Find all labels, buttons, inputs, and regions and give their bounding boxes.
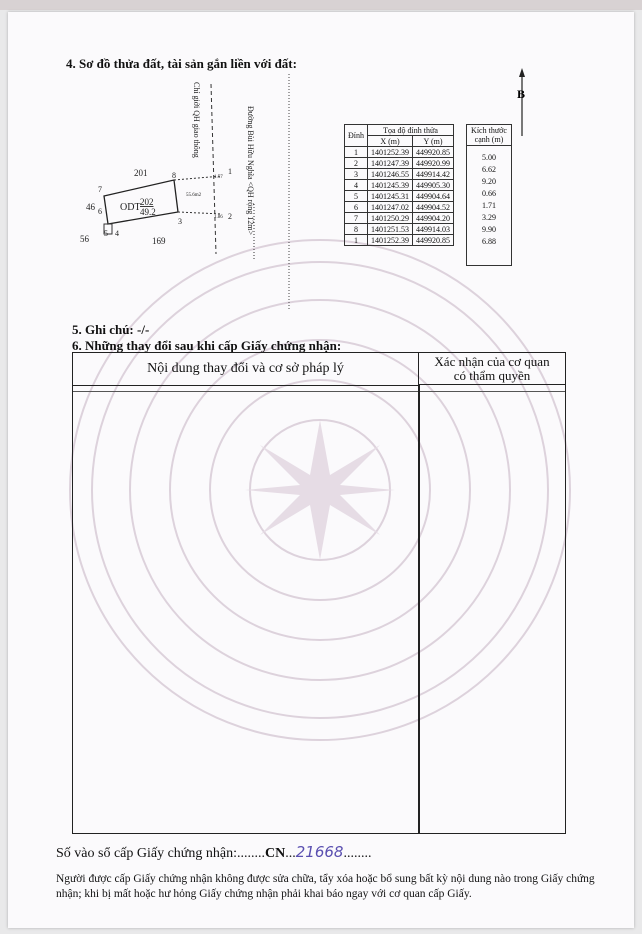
- coord-title: Tọa độ đỉnh thửa: [368, 125, 454, 136]
- vertex-7: 7: [98, 185, 102, 194]
- table-row: 6 1401247.02 449904.52: [345, 202, 454, 213]
- changes-header-rule: [73, 391, 565, 392]
- parcel-area: 49.2: [140, 207, 156, 217]
- edge-value: 6.88: [482, 237, 496, 246]
- vertex-4: 4: [115, 229, 119, 238]
- edge-header: Kích thước cạnh (m): [467, 125, 511, 146]
- register-number-line: Số vào sổ cấp Giấy chứng nhận:........CN...21668........: [56, 843, 372, 861]
- table-row: 3 1401246.55 449914.42: [345, 169, 454, 180]
- vertex-6: 6: [98, 207, 102, 216]
- table-row: 5 1401245.31 449904.64: [345, 191, 454, 202]
- section-5-heading: 5. Ghi chú: -/-: [72, 322, 150, 337]
- north-arrow-icon: [512, 68, 532, 138]
- parcel-number: 202: [140, 197, 154, 207]
- col-y: Y (m): [413, 136, 454, 147]
- edge-value: 9.20: [482, 177, 496, 186]
- area-small: 55.6m2: [186, 193, 202, 198]
- neighbor-201: 201: [134, 168, 148, 178]
- north-label: B: [517, 87, 526, 101]
- edge-length-table: [466, 124, 512, 266]
- section-4-heading: 4. Sơ đồ thửa đất, tài sản gắn liền với đất:: [66, 56, 297, 71]
- edge-value: 9.90: [482, 225, 496, 234]
- top-edge-strip: [0, 0, 642, 10]
- edge-value: 6.62: [482, 165, 496, 174]
- table-row: 2 1401247.39 449920.99: [345, 158, 454, 169]
- dim-1-57: 1.57: [214, 175, 223, 180]
- col-x: X (m): [368, 136, 413, 147]
- changes-col-confirmation: Xác nhận của cơ quan có thẩm quyền: [419, 353, 565, 385]
- table-row: 1 1401252.39 449920.85: [345, 235, 454, 246]
- table-row: 7 1401250.29 449904.20: [345, 213, 454, 224]
- footer-note: Người được cấp Giấy chứng nhận không được sửa chữa, tẩy xóa hoặc bổ sung bất kỳ nội dung nào trong Giấy chứng nhận; khi bị mất hoặc hư hỏng Giấy chứng nhận phải khai báo ngay với cơ quan cấp Giấy.: [56, 873, 595, 900]
- vertex-8: 8: [172, 171, 176, 180]
- changes-table: [72, 352, 566, 834]
- road-boundary-label: Chỉ giới QH giao thông: [192, 82, 201, 158]
- table-row: 8 1401251.53 449914.03: [345, 224, 454, 235]
- vertex-3: 3: [178, 217, 182, 226]
- section-6-heading: 6. Những thay đổi sau khi cấp Giấy chứng nhận:: [72, 338, 342, 353]
- register-cn: CN: [265, 846, 286, 861]
- vertex-5: 5: [104, 229, 108, 238]
- table-row: 1 1401252.39 449920.85: [345, 147, 454, 158]
- road-boundary-line: [211, 84, 216, 254]
- vertex-1: 1: [228, 167, 232, 176]
- parcel-sketch: [82, 64, 332, 314]
- dim-1-86: 1.86: [214, 215, 223, 220]
- register-number: 21668: [295, 843, 344, 861]
- edge-value: 5.00: [482, 153, 496, 162]
- road-label: Đường Bùi Hữu Nghĩa <QH rộng 12m>: [246, 106, 255, 236]
- edge-value: 0.66: [482, 189, 496, 198]
- edge-value: 1.71: [482, 201, 496, 210]
- neighbor-169: 169: [152, 236, 166, 246]
- col-vertex: Đỉnh: [345, 125, 368, 147]
- changes-col-content: Nội dung thay đổi và cơ sở pháp lý: [73, 353, 419, 386]
- register-label: Số vào sổ cấp Giấy chứng nhận:: [56, 846, 237, 861]
- table-row: 4 1401245.39 449905.30: [345, 180, 454, 191]
- neighbor-56: 56: [80, 234, 89, 244]
- edge-value: 3.29: [482, 213, 496, 222]
- changes-column-divider: [418, 385, 420, 833]
- vertex-2: 2: [228, 212, 232, 221]
- parcel-code: ODT: [120, 202, 141, 213]
- neighbor-46: 46: [86, 202, 95, 212]
- vertex-coordinate-table: [344, 124, 454, 246]
